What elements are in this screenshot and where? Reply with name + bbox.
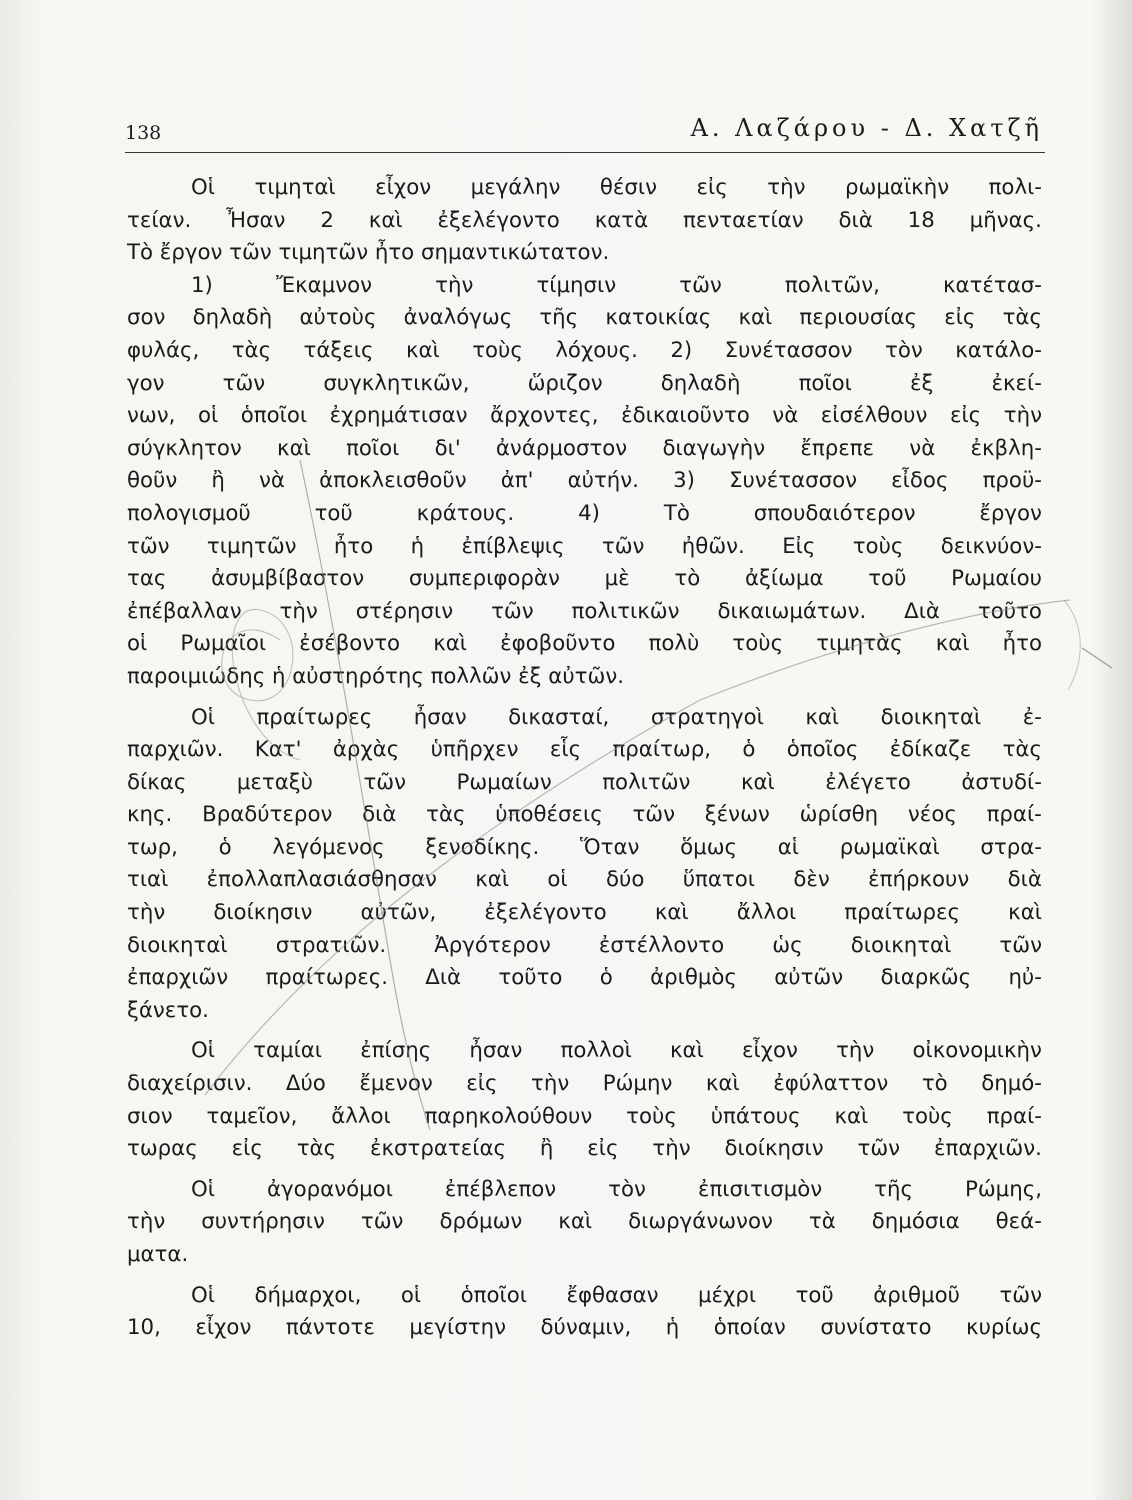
- text-line: φυλάς, τὰς τάξεις καὶ τοὺς λόχους. 2) Συνέτασσον τὸν κατάλο-: [127, 337, 1042, 363]
- text-line: δίκας μεταξὺ τῶν Ρωμαίων πολιτῶν καὶ ἐλέγετο ἀστυδί-: [127, 769, 1042, 795]
- text-line: ἐπέβαλλαν τὴν στέρησιν τῶν πολιτικῶν δικαιωμάτων. Διὰ τοῦτο: [127, 598, 1042, 624]
- text-line: σιον ταμεῖον, ἄλλοι παρηκολούθουν τοὺς ὑπάτους καὶ τοὺς πραί-: [127, 1103, 1042, 1129]
- running-head: Α. Λαζάρου - Δ. Χατζῆ: [690, 114, 1043, 142]
- pencil-edge-curve: [1064, 600, 1080, 690]
- text-line: πολογισμοῦ τοῦ κράτους. 4) Τὸ σπουδαιότερον ἔργον: [127, 500, 1042, 526]
- paragraph-gap: [127, 1166, 1042, 1174]
- text-line: ματα.: [127, 1242, 189, 1267]
- text-line: Οἱ δήμαρχοι, οἱ ὁποῖοι ἔφθασαν μέχρι τοῦ ἀριθμοῦ τῶν: [191, 1282, 1042, 1308]
- text-line: Οἱ ἀγορανόμοι ἐπέβλεπον τὸν ἐπισιτισμὸν τῆς Ρώμης,: [191, 1176, 1042, 1202]
- text-line: Οἱ τιμηταὶ εἶχον μεγάλην θέσιν εἰς τὴν ρωμαϊκὴν πολι-: [191, 175, 1042, 200]
- text-line: Οἱ πραίτωρες ἦσαν δικασταί, στρατηγοὶ καὶ διοικηταὶ ἐ-: [191, 704, 1042, 730]
- paragraph-gap: [127, 694, 1042, 702]
- text-line: ξάνετο.: [127, 997, 209, 1023]
- text-line: τὴν διοίκησιν αὐτῶν, ἐξελέγοντο καὶ ἄλλοι πραίτωρες καὶ: [127, 900, 1042, 926]
- text-line: τας ἀσυμβίβαστον συμπεριφορὰν μὲ τὸ ἀξίωμα τοῦ Ρωμαίου: [127, 566, 1042, 592]
- text-line: 10, εἶχον πάντοτε μεγίστην δύναμιν, ἡ ὁποίαν συνίστατο κυρίως: [127, 1315, 1042, 1341]
- text-line: ἐπαρχιῶν πραίτωρες. Διὰ τοῦτο ὁ ἀριθμὸς αὐτῶν διαρκῶς ηὐ-: [127, 965, 1042, 991]
- page-number: 138: [125, 122, 162, 144]
- text-line: τωρ, ὁ λεγόμενος ξενοδίκης. Ὅταν ὅμως αἱ ρωμαϊκαὶ στρα-: [127, 834, 1042, 860]
- paragraph-gap: [127, 1272, 1042, 1280]
- pencil-margin-tick: [1082, 648, 1112, 668]
- text-line: σον δηλαδὴ αὐτοὺς ἀναλόγως τῆς κατοικίας καὶ περιουσίας εἰς τὰς: [127, 305, 1042, 331]
- paragraph-gap: [127, 1027, 1042, 1035]
- text-line: τιαὶ ἐπολλαπλασιάσθησαν καὶ οἱ δύο ὕπατοι δὲν ἐπήρκουν διὰ: [127, 867, 1042, 893]
- page-header: [125, 108, 1045, 153]
- text-line: νων, οἱ ὁποῖοι ἐχρημάτισαν ἄρχοντες, ἐδικαιοῦντο νὰ εἰσέλθουν εἰς τὴν: [127, 403, 1042, 429]
- text-line: τὴν συντήρησιν τῶν δρόμων καὶ διωργάνωνον τὰ δημόσια θεά-: [127, 1209, 1042, 1235]
- text-line: τῶν τιμητῶν ἦτο ἡ ἐπίβλεψις τῶν ἠθῶν. Εἰς τοὺς δεικνύον-: [127, 533, 1042, 559]
- text-line: Τὸ ἔργον τῶν τιμητῶν ἦτο σημαντικώτατον.: [127, 240, 610, 266]
- text-line: διαχείρισιν. Δύο ἔμενον εἰς τὴν Ρώμην καὶ ἐφύλαττον τὸ δημό-: [127, 1071, 1042, 1097]
- text-line: παρχιῶν. Κατ' ἀρχὰς ὑπῆρχεν εἷς πραίτωρ, ὁ ὁποῖος ἐδίκαζε τὰς: [127, 737, 1042, 763]
- text-line: οἱ Ρωμαῖοι ἐσέβοντο καὶ ἐφοβοῦντο πολὺ τοὺς τιμητὰς καὶ ἦτο: [127, 631, 1042, 657]
- text-line: θοῦν ἢ νὰ ἀποκλεισθοῦν ἀπ' αὐτήν. 3) Συνέτασσον εἶδος προϋ-: [127, 468, 1042, 494]
- text-line: Οἱ ταμίαι ἐπίσης ἦσαν πολλοὶ καὶ εἶχον τὴν οἰκονομικὴν: [191, 1038, 1042, 1064]
- text-line: κης. Βραδύτερον διὰ τὰς ὑποθέσεις τῶν ξένων ὡρίσθη νέος πραί-: [127, 802, 1042, 828]
- text-line: τωρας εἰς τὰς ἐκστρατείας ἢ εἰς τὴν διοίκησιν τῶν ἐπαρχιῶν.: [127, 1136, 1042, 1162]
- text-line: 1) Ἔκαμνον τὴν τίμησιν τῶν πολιτῶν, κατέτασ-: [191, 272, 1042, 298]
- text-line: σύγκλητον καὶ ποῖοι δι' ἀνάρμοστον διαγωγὴν ἔπρεπε νὰ ἐκβλη-: [127, 435, 1042, 461]
- body-text: [127, 172, 1042, 1345]
- text-line: παροιμιώδης ἡ αὐστηρότης πολλῶν ἐξ αὐτῶν.: [127, 663, 624, 689]
- text-line: τείαν. Ἦσαν 2 καὶ ἐξελέγοντο κατὰ πενταετίαν διὰ 18 μῆνας.: [127, 207, 1042, 233]
- text-line: γον τῶν συγκλητικῶν, ὥριζον δηλαδὴ ποῖοι ἐξ ἐκεί-: [127, 370, 1042, 396]
- text-line: διοικηταὶ στρατιῶν. Ἀργότερον ἐστέλλοντο ὡς διοικηταὶ τῶν: [127, 932, 1042, 958]
